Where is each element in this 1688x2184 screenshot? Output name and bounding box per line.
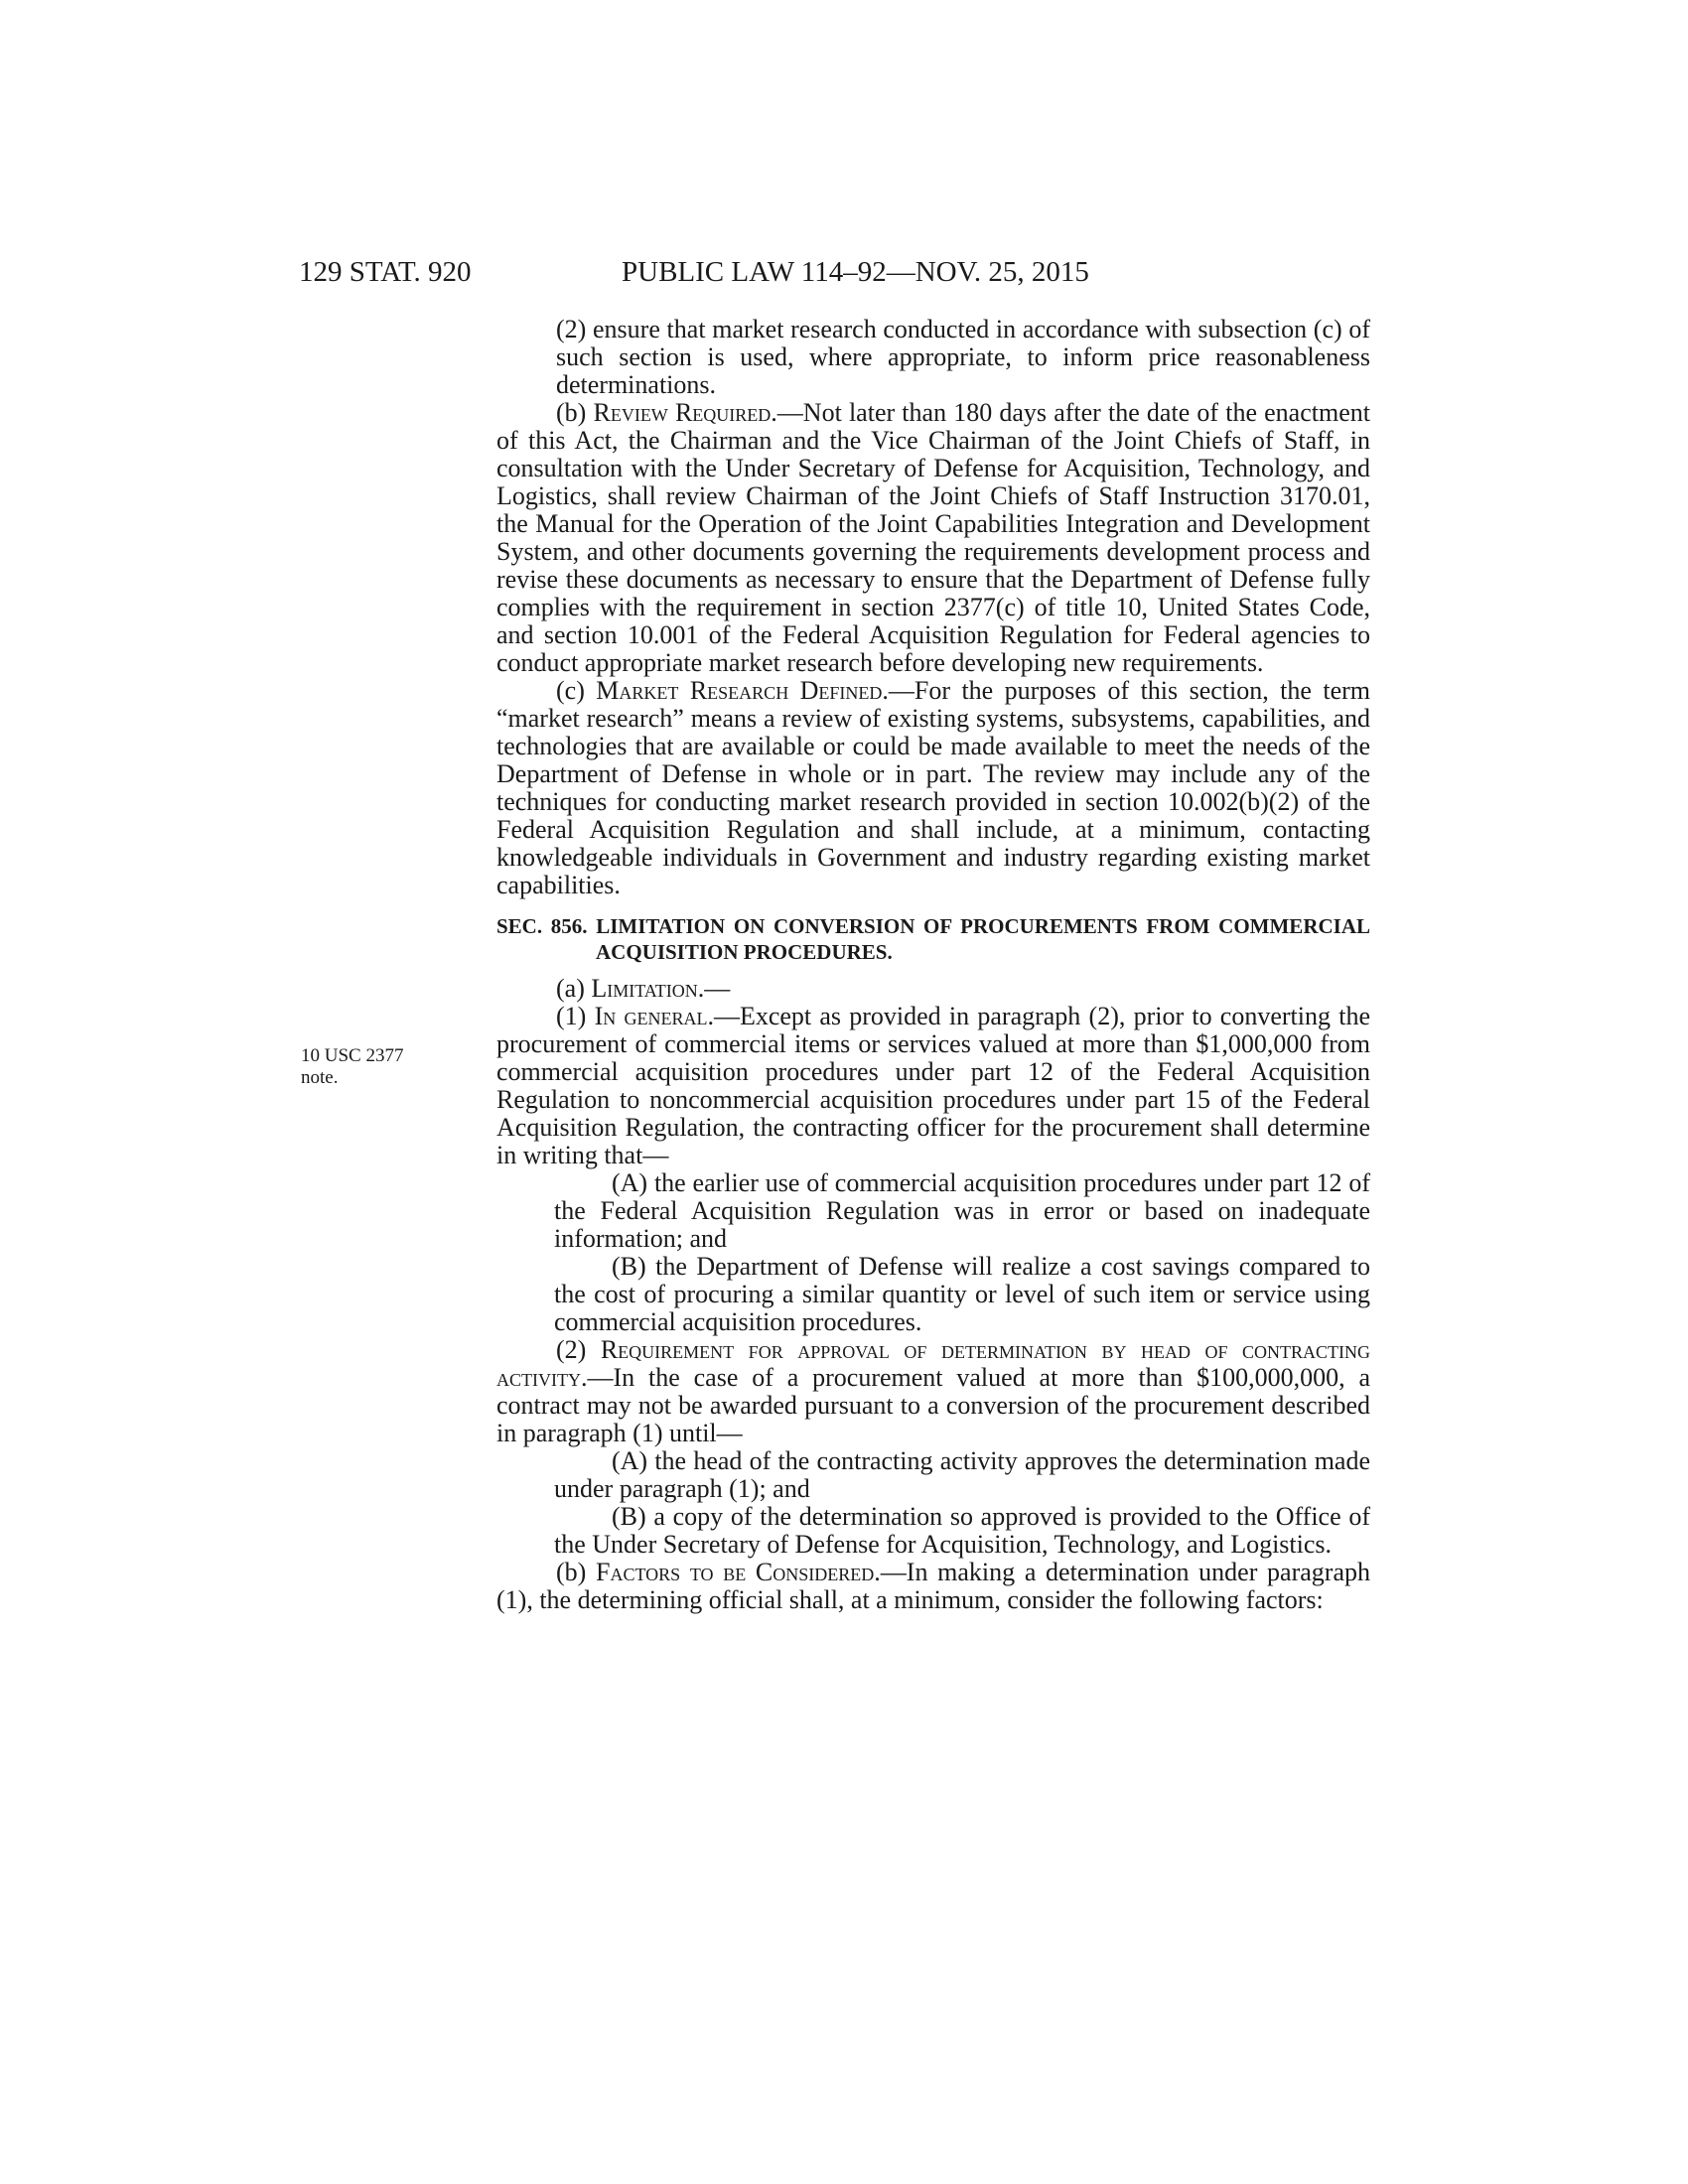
section-heading: SEC. 856. LIMITATION ON CONVERSION OF PROCUREMENTS FROM COMMERCIAL ACQUISITION PROCEDURES. bbox=[496, 914, 1370, 964]
subsection-a-heading: Limitation bbox=[591, 974, 698, 1003]
subparagraph-1B: (B) the Department of Defense will realize a cost savings compared to the cost of procuring a similar quantity or level of such item or service using commercial acquisition procedures. bbox=[554, 1252, 1370, 1336]
subparagraph-2B: (B) a copy of the determination so approved is provided to the Office of the Under Secretary of Defense for Acquisition, Technology, and Logistics. bbox=[554, 1502, 1370, 1559]
paragraph-2-number: (2) bbox=[556, 1335, 601, 1364]
subsection-b bbox=[496, 1559, 1370, 1614]
paragraph-b-number: (b) bbox=[556, 398, 594, 427]
subparagraph-2A: (A) the head of the contracting activity approves the determination made under paragraph (1); and bbox=[554, 1446, 1370, 1503]
subsection-a-text: .— bbox=[697, 974, 731, 1003]
paragraph-c bbox=[496, 677, 1370, 899]
paragraph-1-number: (1) bbox=[556, 1002, 595, 1030]
margin-note-suffix: note. bbox=[301, 1067, 339, 1088]
paragraph-c-heading: Market Research Defined bbox=[596, 676, 883, 705]
subsection-a-number: (a) bbox=[556, 974, 592, 1003]
subparagraph-1A: (A) the earlier use of commercial acquisition procedures under part 12 of the Federal Acquisition Regulation was in error or based on inadequate information; and bbox=[554, 1168, 1370, 1253]
paragraph-a2: (2) ensure that market research conducted in accordance with subsection (c) of such section is used, where appropriate, to inform price reasonableness determinations. bbox=[556, 315, 1370, 399]
subsection-b-heading: Factors to be Considered bbox=[596, 1558, 875, 1586]
paragraph-b-text: .—Not later than 180 days after the date of the enactment of this Act, the Chairman and the Vice Chairman of the Joint Chiefs of Staff, in consultation with the Under Secretary of Defense for Acquisition, Technology, and Logistics, shall review Chairman of the Joint Chiefs of Staff Instruction 3170.01, the Manual for the Operation of the Joint Capabilities Integration and Development System, and other documents governing the requirements development process and revise these documents as necessary to ensure that the Department of Defense fully complies with the requirement in section 2377(c) of title 10, United States Code, and section 10.001 of the Federal Acquisition Regulation for Federal agencies to conduct appropriate market research before developing new requirements. bbox=[496, 398, 1370, 677]
paragraph-c-text: .—For the purposes of this section, the term “market research” means a review of existing systems, subsystems, capabilities, and technologies that are available or could be made available to meet the needs of the Department of Defense in whole or in part. The review may include any of the techniques for conducting market research provided in section 10.002(b)(2) of the Federal Acquisition Regulation and shall include, at a minimum, contacting knowledgeable individuals in Government and industry regarding existing market capabilities. bbox=[496, 676, 1370, 899]
subsection-b-text: .—In making a determination under paragraph (1), the determining official shall, at a minimum, consider the following factors: bbox=[496, 1558, 1370, 1614]
paragraph-1-heading: In general bbox=[594, 1002, 708, 1030]
running-head: PUBLIC LAW 114–92—NOV. 25, 2015 bbox=[622, 256, 1089, 288]
margin-note-citation: 10 USC 2377 bbox=[301, 1045, 404, 1066]
paragraph-b bbox=[496, 399, 1370, 677]
paragraph-b-heading: Review Required bbox=[593, 398, 772, 427]
subsection-a bbox=[496, 975, 1370, 1003]
paragraph-c-number: (c) bbox=[556, 676, 597, 705]
paragraph-1-text: .—Except as provided in paragraph (2), prior to converting the procurement of commercial items or services valued at more than $1,000,000 from commercial acquisition procedures under part 12 of the Federal Acquisition Regulation to noncommercial acquisition procedures under part 15 of the Federal Acquisition Regulation, the contracting officer for the procurement shall determine in writing that— bbox=[496, 1002, 1370, 1169]
paragraph-2-heading: Requirement for approval of determination by head of contracting activity bbox=[496, 1335, 1370, 1392]
subsection-b-number: (b) bbox=[556, 1558, 597, 1586]
paragraph-2-text: .—In the case of a procurement valued at more than $100,000,000, a contract may not be awarded pursuant to a conversion of the procurement described in paragraph (1) until— bbox=[496, 1363, 1370, 1447]
statute-page-number: 129 STAT. 920 bbox=[299, 256, 472, 288]
paragraph-1 bbox=[496, 1003, 1370, 1169]
document-body bbox=[496, 316, 1370, 1614]
page-header bbox=[0, 252, 1688, 292]
paragraph-2 bbox=[496, 1336, 1370, 1447]
margin-note bbox=[301, 1045, 450, 1089]
